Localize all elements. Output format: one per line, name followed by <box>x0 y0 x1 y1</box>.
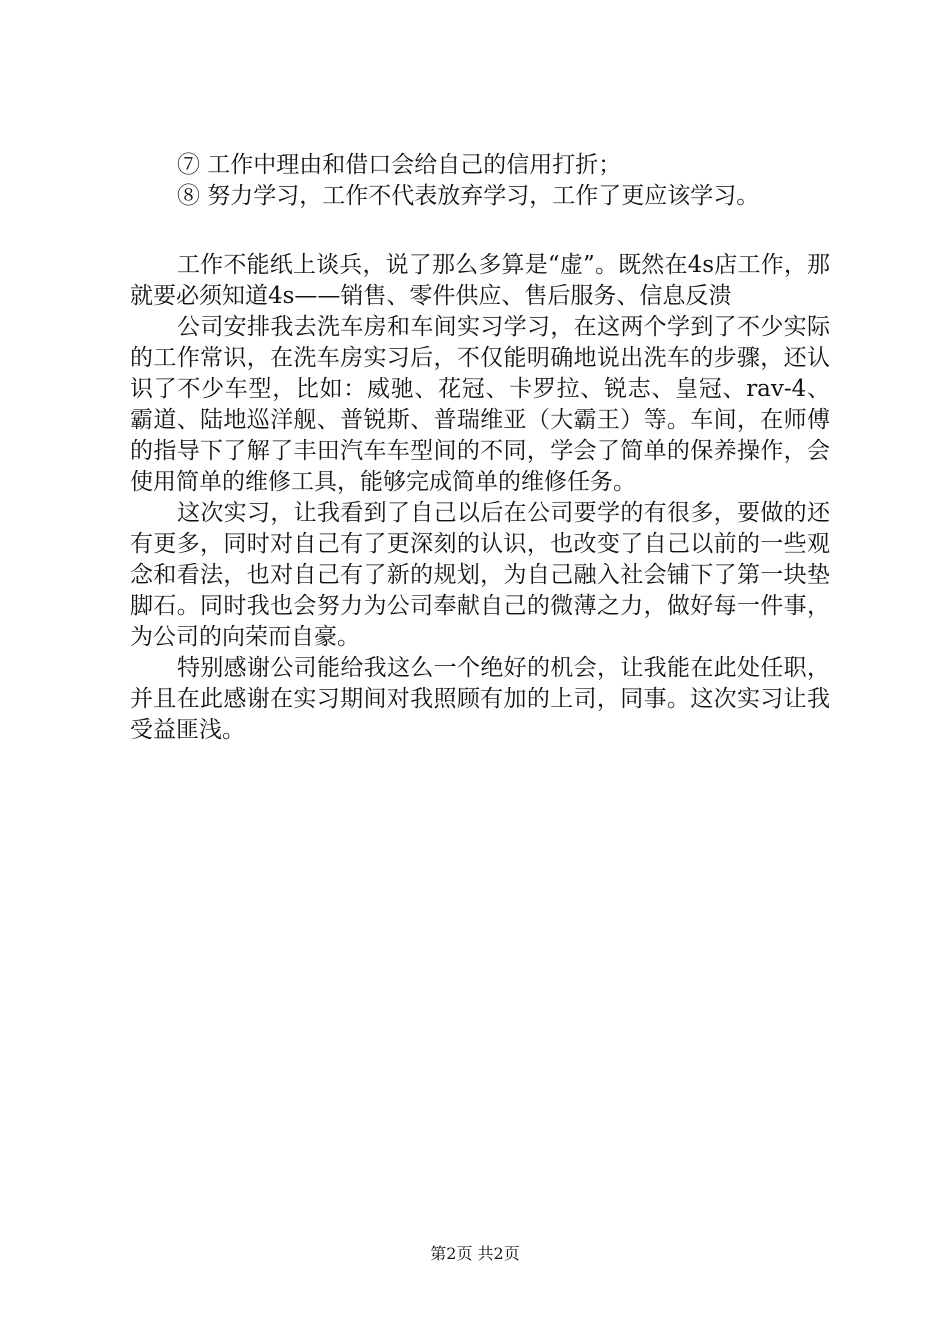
paragraph-internship-work: 公司安排我去洗车房和车间实习学习，在这两个学到了不少实际的工作常识，在洗车房实习后，不仅能明确地说出洗车的步骤，还认识了不少车型，比如：威驰、花冠、卡罗拉、锐志、皇冠、rav-4、霸道、陆地巡洋舰、普锐斯、普瑞维亚（大霸王）等。车间，在师傅的指导下了解了丰田汽车车型间的不同，学会了简单的保养操作，会使用简单的维修工具，能够完成简单的维修任务。 <box>130 314 830 495</box>
paragraph-spacer <box>130 212 830 250</box>
paragraph-theory-practice: 工作不能纸上谈兵，说了那么多算是“虚”。既然在4s店工作，那就要必须知道4s——销售、零件供应、售后服务、信息反溃 <box>130 252 830 309</box>
list-item-8: ⑧ 努力学习，工作不代表放弃学习，工作了更应该学习。 <box>177 183 760 209</box>
paragraph-reflection: 这次实习，让我看到了自己以后在公司要学的有很多，要做的还有更多，同时对自己有了更深刻的认识，也改变了自己以前的一些观念和看法，也对自己有了新的规划，为自己融入社会铺下了第一块垫脚石。同时我也会努力为公司奉献自己的微薄之力，做好每一件事，为公司的向荣而自豪。 <box>130 500 830 650</box>
page-number-footer: 第2页 共2页 <box>430 1244 520 1263</box>
paragraph-thanks: 特别感谢公司能给我这么一个绝好的机会，让我能在此处任职，并且在此感谢在实习期间对我照顾有加的上司，同事。这次实习让我受益匪浅。 <box>130 655 830 743</box>
document-body <box>130 150 830 746</box>
list-item-7: ⑦ 工作中理由和借口会给自己的信用打折； <box>177 152 622 178</box>
